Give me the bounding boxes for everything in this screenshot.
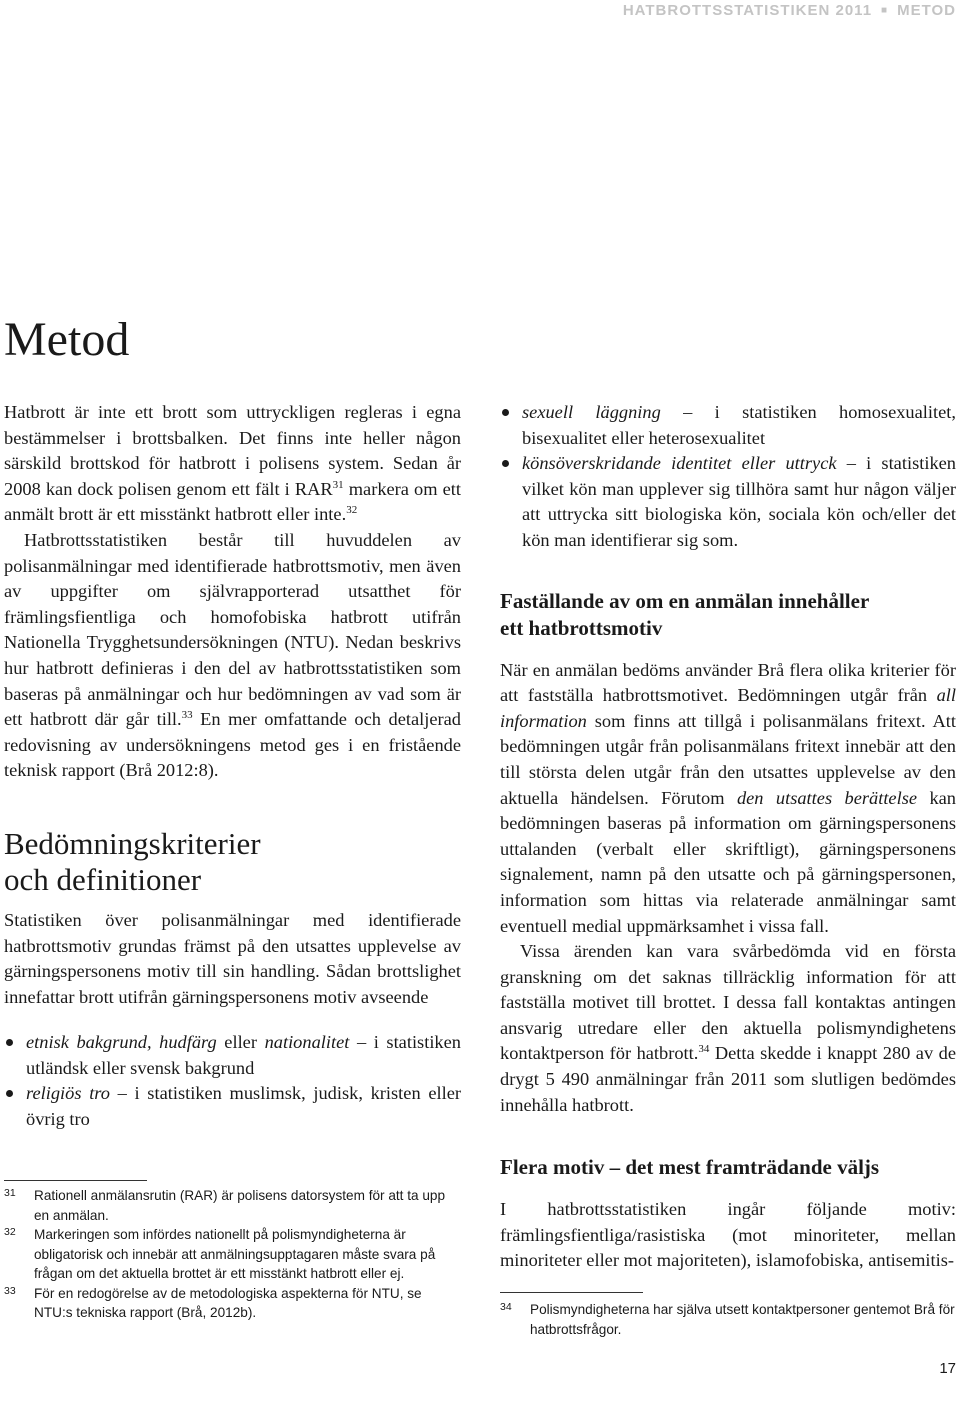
page-title: Metod [4,313,130,366]
footnote-32: 32 Markeringen som infördes nationellt på polismyndigheterna är obligatorisk och innebär att anmälningsupptagaren måste svara på frågan om det aktuella brottet är ett misstänkt hatbrott eller ej. [4,1226,436,1281]
paragraph-motives: I hatbrottsstatistiken ingår följande motiv: främlingsfientliga/rasistiska (mot minoriteter, mellan minoriteter eller mot majoriteten), islamofobiska, antisemitis- [500,1199,956,1271]
footnotes-right [500,1300,956,1339]
paragraph-intro: Hatbrott är inte ett brott som uttryckligen regleras i egna bestämmelser i brottsbalken. Det finns inte heller någon särskild brottskod för hatbrott i polisens system. Sedan år 2008 kan dock polisen genom ett fält i RAR$^{31}$ markera om ett anmält brott är ett misstänkt hatbrott eller inte.$^{32}$ [4,402,461,525]
footnote-ref-32[interactable]: 32 [346,504,358,517]
footnote-rule-left [4,1180,147,1181]
footnote-ref-31[interactable]: 31 [332,478,344,491]
running-header-chapter: METOD [897,2,956,19]
footnote-34: 34 Polismyndigheterna har själva utsett kontaktpersoner gentemot Brå för hatbrottsfrågor. [500,1301,955,1337]
footnote-31: 31 Rationell anmälansrutin (RAR) är polisens datorsystem för att ta upp en anmälan. [4,1187,446,1223]
footnote-ref-34[interactable]: 34 [698,1043,710,1056]
running-header-separator: ■ [881,5,889,16]
list-item-sexual-orientation: sexuell läggning – i statistiken homosexualitet, bisexualitet eller heterosexualitet [500,400,956,451]
left-column [4,400,461,1133]
paragraph-statistics-basis: Hatbrottsstatistiken består till huvuddelen av polisanmälningar med identifierade hatbrottsmotiv, men även av uppgifter om självrapporterad utsatthet för främlingsfientliga och homofobiska hatbrott utifrån Nationella Trygghetsundersökningen (NTU). Nedan beskrivs hur hatbrott definieras i den del av hatbrottsstatistiken som baseras på anmälningar och hur bedömningen av vad som är ett hatbrott där går till.$^{33}$ En mer omfattande och detaljerad redovisning av undersökningens metod ges i en fristående teknisk rapport (Brå 2012:8). [4,529,461,781]
subheading-determination: Faställande av om en anmälan innehåller ett hatbrottsmotiv [500,588,870,640]
running-header [623,2,956,19]
motive-list [4,1030,461,1132]
footnote-ref-33[interactable]: 33 [181,709,193,722]
motive-list-continued [500,400,956,554]
list-item-religion: religiös tro – i statistiken muslimsk, judisk, kristen eller övrig tro [4,1081,461,1132]
paragraph-criteria: Statistiken över polisanmälningar med identifierade hatbrottsmotiv grundas främst på den utsattes upplevelse av gärningspersonens motiv till sin handling. Sådan brottslighet innefattar brott utifrån gärningspersonens motiv avseende [4,909,461,1007]
footnotes-left [4,1186,460,1323]
list-item-ethnic: etnisk bakgrund, hudfärg eller nationalitet – i statistiken utländsk eller svensk bakgrund [4,1030,461,1081]
subheading-multiple-motives: Flera motiv – det mest framträdande väljs [500,1155,880,1180]
running-header-publication: HATBROTTSSTATISTIKEN 2011 [622,2,873,19]
list-item-gender-identity: könsöverskridande identitet eller uttryck – i statistiken vilket kön man upplever sig tillhöra samt hur någon väljer att uttrycka sitt biologiska kön, sociala kön och/eller det kön man identifierar sig som. [500,451,956,553]
paragraph-difficult-cases: Vissa ärenden kan vara svårbedömda vid en första granskning om det saknas tillräcklig information för att fastställa motivet till brottet. I dessa fall kontaktas antingen ansvarig utredare eller den aktuella polismyndighetens kontaktperson för hatbrott.$^{34}$ Detta skedde i knappt 280 av de drygt 5 490 anmälningar från 2011 som slutligen bedömdes innehålla hatbrott. [500,941,956,1115]
footnote-33: 33 För en redogörelse av de metodologiska aspekterna för NTU, se NTU:s tekniska rapport (Brå, 2012b). [4,1284,422,1320]
page-number: 17 [939,1360,956,1377]
footnote-rule-right [500,1292,643,1293]
paragraph-assessment: När en anmälan bedöms använder Brå flera olika kriterier för att fastställa hatbrottsmotivet. Bedömningen utgår från all information som finns att tillgå i polisanmälans fritext. Att bedömningen utgår från polisanmälans fritext innebär att den till största delen utgår från den utsattes upplevelse av den aktuella händelsen. Förutom den utsattes berättelse kan bedömningen baseras på information om gärningspersonens uttalanden (verbalt eller skriftligt), gärningspersonens signalement, namn på den utsatte och på gärningspersonen, information som hittas via relaterade anmälningar samt eventuell medial uppmärksamhet i vissa fall. [500,659,956,936]
right-column [500,400,956,1274]
section-heading-criteria: Bedömningskriterier och definitioner [4,825,261,897]
